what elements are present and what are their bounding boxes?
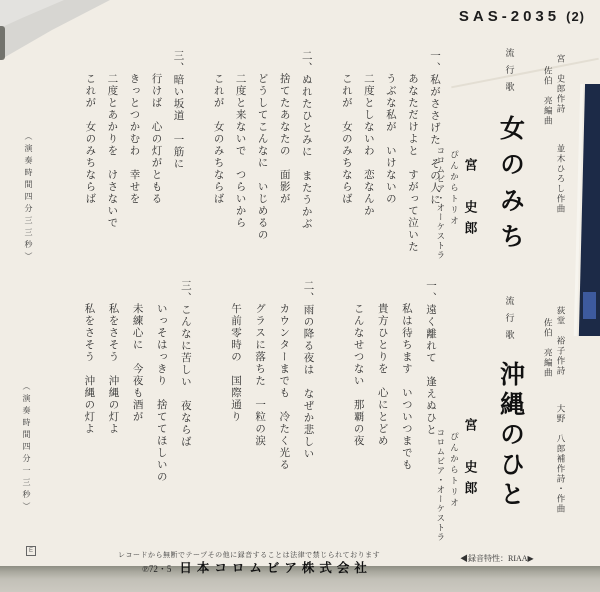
lyric-line: こんなせつない 那覇の夜 [352, 303, 364, 447]
lyric-line: グラスに落ちた 一粒の涙 [254, 303, 266, 447]
performer-name: 宮 史郎 [462, 418, 478, 502]
verse-3 [76, 280, 197, 483]
lyric-line: 一、私がささげた その人に [429, 50, 440, 206]
credit-arranger: 佐伯 亮編曲 [543, 318, 554, 378]
lyric-line: 二度と来ないで つらいから [234, 73, 246, 229]
verse-2 [207, 50, 317, 241]
lyric-line: 三、こんなに苦しい 夜ならば [179, 280, 191, 448]
company-name: 日本コロムビア株式会社 [179, 561, 372, 575]
credit-column [554, 280, 567, 572]
catalog-issue: (2) [566, 9, 585, 24]
lyric-line: 二、ぬれたひとみに またうかぶ [300, 50, 312, 230]
performer-orchestra: コロムビア・オーケストラ [435, 146, 446, 260]
performer-name: 宮 史郎 [462, 158, 478, 242]
lyric-line: カウンターまでも 冷たく光る [278, 303, 290, 471]
lyric-line: 午前零時の 国際通り [230, 303, 242, 423]
lyric-line: 私は待ちます いついつまでも [400, 303, 412, 471]
lyrics-onna-no-michi [60, 50, 445, 300]
verse-1 [335, 50, 445, 253]
lyric-line: あなただけよと すがって泣いた [406, 73, 418, 253]
background-strip-navy-light [583, 292, 596, 319]
credit-column [554, 46, 567, 296]
song-title: 沖縄のひと [496, 361, 524, 511]
duration-note: （演奏時間四分三三秒） [24, 132, 33, 264]
credits-block [542, 46, 568, 296]
song-title: 女のみち [496, 115, 524, 259]
credit-arranger: 佐伯 亮編曲 [543, 66, 554, 126]
lyric-line: きっとつかむわ 幸せを [128, 73, 140, 205]
credits-block [542, 280, 568, 572]
lyric-line: 私をさそう 沖縄の灯よ [107, 303, 119, 435]
lyric-line: これが 女のみちならば [212, 73, 224, 205]
lyric-line: いっそはっきり 捨ててほしいの [155, 303, 167, 483]
performer-group: ぴんからトリオ [449, 432, 460, 509]
credit-lyricist: 宮 史郎作詩 [556, 54, 566, 114]
lyric-line: 捨てたあなたの 面影が [278, 73, 290, 205]
edge-smudge [0, 26, 5, 60]
catalog-number [459, 8, 585, 25]
lyric-line: 未練心に 今夜も酒が [131, 303, 143, 423]
p-mark: ℗72・5 [142, 564, 172, 574]
lyric-line: 二度としないわ 恋なんか [362, 73, 374, 217]
lyric-line: これが 女のみちならば [84, 73, 96, 205]
verse-3 [78, 50, 188, 229]
lyric-line: 行けば 心の灯がともる [150, 73, 162, 205]
song-header-onna-no-michi [433, 46, 567, 296]
song-header-okinawa-no-hito [433, 280, 567, 572]
lyric-line: 三、暗い坂道 一筋に [172, 50, 184, 170]
performer-orchestra: コロムビア・オーケストラ [435, 428, 446, 542]
lyric-line: 二、雨の降る夜は なぜか悲しい [302, 280, 314, 460]
catalog-number-text: SAS-2035 [458, 8, 561, 25]
lyric-line: これが 女のみちならば [340, 73, 352, 205]
print-mark: E [26, 546, 36, 556]
performer-group: ぴんからトリオ [449, 150, 460, 227]
title-column [492, 280, 528, 572]
title-column [492, 46, 528, 296]
recording-spec: ◀録音特性：RIAA▶ [460, 554, 534, 563]
publisher-line [142, 558, 372, 576]
lyric-line: 私をさそう 沖縄の灯よ [83, 303, 95, 435]
credit-composer: 大野 八郎補作詩・作曲 [556, 404, 566, 514]
credit-composer: 並木ひろし作曲 [556, 144, 566, 214]
lyric-line: 貴方ひとりを 心にとどめ [376, 303, 388, 447]
lyric-line: 一、遠く離れて 逢えぬひと [425, 280, 436, 436]
verse-2 [223, 280, 320, 471]
lyric-line: 二度とあかりを けさないで [106, 73, 118, 229]
credit-lyricist: 荻堂 裕子作詩 [556, 306, 566, 376]
copy-warning: レコードから無断でテープその他に録音することは法律で禁じられております [118, 551, 381, 559]
lyric-line: うぶな私が いけないの [384, 73, 396, 205]
genre-label: 流行歌 [504, 296, 515, 347]
verse-1 [345, 280, 442, 471]
lyric-line: どうしてこんなに いじめるの [256, 73, 268, 241]
lyrics-okinawa-no-hito [50, 280, 442, 525]
genre-label: 流行歌 [504, 48, 515, 99]
duration-note: （演奏時間四分一三秒） [22, 382, 31, 514]
